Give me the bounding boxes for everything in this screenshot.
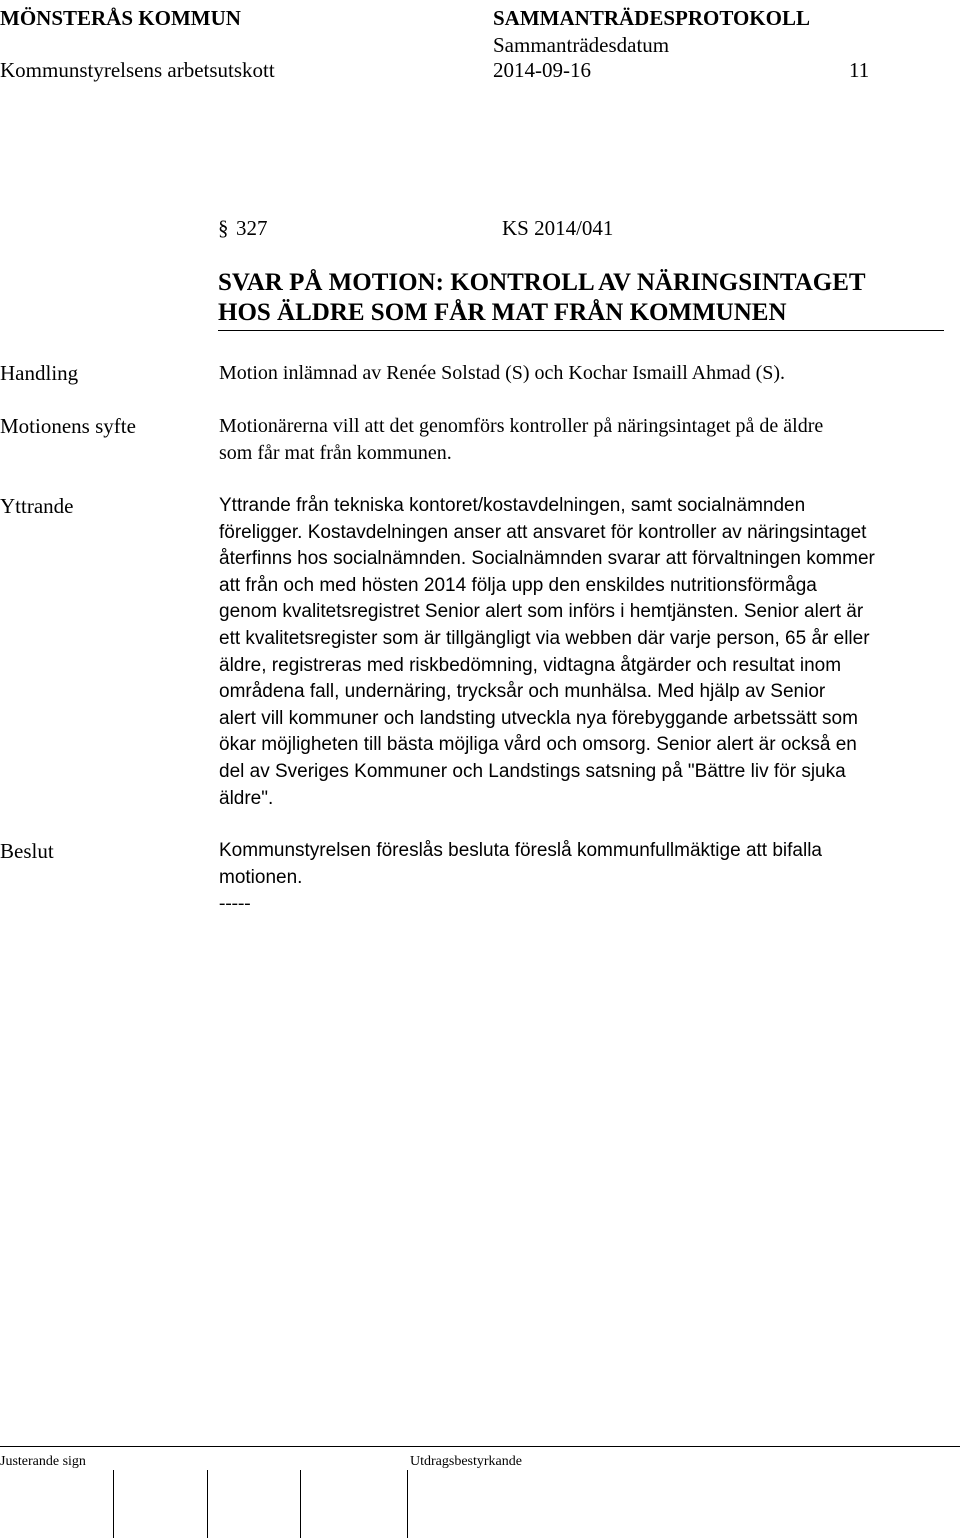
beslut-label: Beslut <box>0 839 54 863</box>
beslut-text <box>219 838 949 918</box>
signature-box-divider <box>207 1470 208 1538</box>
item-title-line-1: SVAR PÅ MOTION: KONTROLL AV NÄRINGSINTAGET <box>218 269 866 296</box>
handling-text <box>219 360 949 387</box>
yttrande-line: genom kvalitetsregistret Senior alert som införs i hemtjänsten. Senior alert är <box>219 601 864 623</box>
case-number: KS 2014/041 <box>502 216 614 240</box>
yttrande-line: äldre, registreras med riskbedömning, vidtagna åtgärder och resultat inom <box>219 654 842 676</box>
item-title-line-2: HOS ÄLDRE SOM FÅR MAT FRÅN KOMMUNEN <box>218 299 787 326</box>
handling-label: Handling <box>0 361 79 385</box>
yttrande-label: Yttrande <box>0 494 74 518</box>
meeting-date: 2014-09-16 <box>493 58 591 82</box>
syfte-line: som får mat från kommunen. <box>219 441 452 464</box>
footer-rule <box>0 1446 960 1447</box>
beslut-line: Kommunstyrelsen föreslås besluta föreslå kommunfullmäktige att bifalla <box>219 840 822 861</box>
date-label: Sammanträdesdatum <box>493 33 670 57</box>
syfte-line: Motionärerna vill att det genomförs kontroller på näringsintaget på de äldre <box>219 415 824 437</box>
justerande-sign-label: Justerande sign <box>0 1454 86 1469</box>
yttrande-line: äldre". <box>219 787 274 809</box>
yttrande-line: alert vill kommuner och landsting utveckla nya förebyggande arbetssätt som <box>219 707 858 729</box>
syfte-text <box>219 413 949 466</box>
yttrande-text <box>219 493 949 812</box>
yttrande-line: återfinns hos socialnämnden. Socialnämnden svarar att förvaltningen kommer <box>219 548 875 570</box>
beslut-line: motionen. <box>219 866 303 888</box>
handling-line: Motion inlämnad av Renée Solstad (S) och Kochar Ismaill Ahmad (S). <box>219 362 786 384</box>
paragraph-number: 327 <box>236 216 268 240</box>
utdragsbestyrkande-label: Utdragsbestyrkande <box>410 1454 522 1469</box>
document-type: SAMMANTRÄDESPROTOKOLL <box>493 6 810 30</box>
paragraph-sign: § <box>218 216 229 240</box>
yttrande-line: föreligger. Kostavdelningen anser att ansvaret för kontroller av näringsintaget <box>219 521 867 543</box>
syfte-label: Motionens syfte <box>0 414 136 438</box>
yttrande-line: ökar möjligheten till bästa möjliga vård och omsorg. Senior alert är också en <box>219 734 857 756</box>
committee-name: Kommunstyrelsens arbetsutskott <box>0 58 275 82</box>
page-number: 11 <box>849 58 870 82</box>
yttrande-line: områdena fall, undernäring, trycksår och munhälsa. Med hjälp av Senior <box>219 681 826 703</box>
signature-box-divider <box>407 1470 408 1538</box>
yttrande-line: att från och med hösten 2014 följa upp den enskildes nutritionsförmåga <box>219 574 817 596</box>
yttrande-line: Yttrande från tekniska kontoret/kostavdelningen, samt socialnämnden <box>219 495 806 516</box>
yttrande-line: ett kvalitetsregister som är tillgängligt via webben där varje person, 65 år eller <box>219 627 870 649</box>
yttrande-line: del av Sveriges Kommuner och Landstings satsning på "Bättre liv för sjuka <box>219 760 846 782</box>
signature-box-divider <box>113 1470 114 1538</box>
title-underline <box>218 330 944 331</box>
signature-box-divider <box>300 1470 301 1538</box>
municipality-name: MÖNSTERÅS KOMMUN <box>0 6 241 30</box>
end-mark: ----- <box>219 893 251 915</box>
